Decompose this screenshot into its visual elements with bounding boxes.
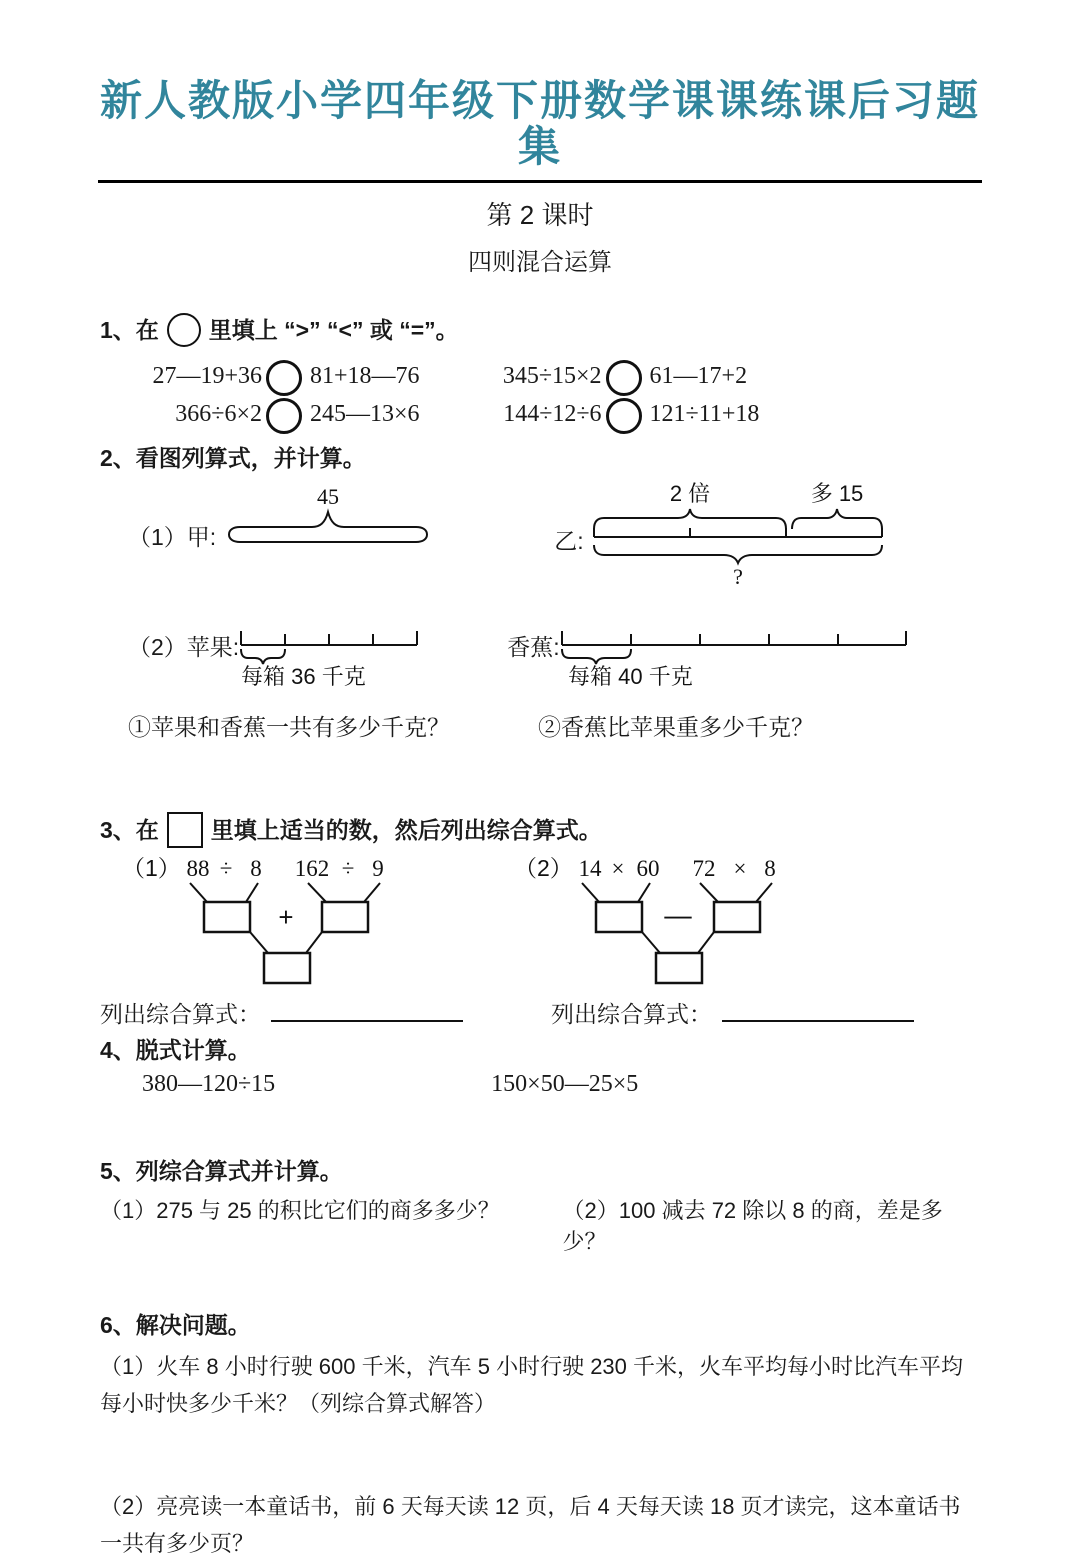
q1-column-2: [482, 357, 760, 433]
result-box: [656, 953, 702, 983]
connector-line: [308, 883, 326, 902]
word-problem-1: （1）火车 8 小时行驶 600 千米，汽车 5 小时行驶 230 千米，火车平均每小时比汽车平均每小时快多少千米？（列综合算式解答）: [100, 1354, 964, 1417]
part-number: （1）: [122, 855, 181, 882]
title-divider: [98, 180, 982, 183]
comparison-row: [482, 395, 760, 433]
q1-number: 1、: [100, 317, 136, 344]
compare-circle-icon: [266, 398, 302, 434]
answer-line-1: [100, 996, 463, 1029]
banana-line-diagram: [560, 629, 908, 690]
operand-a: 14: [578, 856, 602, 882]
expression-right: 245—13×6: [310, 401, 420, 428]
q2-sub-questions: [100, 709, 980, 742]
q5-sub-questions: [100, 1194, 980, 1256]
sub-question-1: ①苹果和香蕉一共有多少千克？: [128, 714, 450, 741]
q3-tree-diagrams: [100, 855, 980, 988]
question-3-heading: [100, 812, 980, 852]
comparison-row: [142, 395, 420, 433]
expression: 150×50—25×5: [491, 1071, 639, 1098]
q3-number: 3、: [100, 817, 136, 844]
tree-diagram-1: [122, 855, 392, 988]
question-6-heading: 6、解决问题。: [100, 1312, 251, 1339]
answer-blank: [722, 1000, 914, 1022]
question-4-heading: 4、脱式计算。: [100, 1037, 251, 1064]
expression: 380—120÷15: [142, 1071, 276, 1098]
total-question-mark: ?: [732, 564, 743, 590]
question-5-heading: 5、列综合算式并计算。: [100, 1158, 343, 1185]
q3-post-text: 里填上适当的数，然后列出综合算式。: [210, 817, 602, 844]
sub-question-2: （2）100 减去 72 除以 8 的商，差是多少？: [562, 1198, 943, 1255]
circle-placeholder-icon: [167, 313, 201, 347]
operator-2: ÷: [341, 856, 355, 882]
connector-line: [756, 883, 772, 902]
answer-box: [204, 902, 250, 932]
banana-per-box-label: 每箱 40 千克: [567, 664, 693, 690]
operand-d: 9: [372, 856, 384, 882]
compare-circle-icon: [606, 398, 642, 434]
banana-label: 香蕉:: [507, 634, 560, 661]
connector-line: [250, 932, 268, 953]
answer-label: 列出综合算式：: [100, 1001, 261, 1028]
expression-right: 61—17+2: [649, 363, 748, 390]
connector-line: [306, 932, 322, 953]
q1-post-text: 里填上 “>” “<” 或 “=”。: [208, 317, 459, 344]
expression-left: 345÷15×2: [502, 363, 602, 390]
question-1: [100, 313, 980, 433]
question-6: [100, 1308, 980, 1562]
yi-label: 乙:: [554, 528, 584, 555]
q1-column-1: [142, 357, 420, 433]
operand-b: 60: [636, 856, 660, 882]
session-title: 第 2 课时: [486, 200, 594, 231]
times-label: 2 倍: [669, 481, 710, 507]
compare-circle-icon: [266, 360, 302, 396]
expression-right: 121÷11+18: [649, 401, 760, 428]
jia-brace-bar: [229, 512, 427, 542]
more-label: 多 15: [810, 481, 863, 507]
connector-line: [700, 883, 718, 902]
jia-total-label: 45: [317, 484, 340, 510]
connector-line: [246, 883, 258, 902]
q2-part2-row: [100, 625, 980, 691]
operand-a: 88: [186, 856, 210, 882]
yi-line-diagram: [588, 481, 888, 590]
expression-left: 144÷12÷6: [503, 401, 602, 428]
operator-1: ÷: [219, 856, 233, 882]
word-problem-2: （2）亮亮读一本童话书，前 6 天每天读 12 页，后 4 天每天读 18 页才读完，这本童话书一共有多少页？: [100, 1494, 961, 1557]
expression-left: 366÷6×2: [175, 401, 262, 428]
jia-bar-diagram: [224, 484, 434, 549]
part-number: （2）: [514, 855, 573, 882]
expression-left: 27—19+36: [152, 363, 262, 390]
page-header: [100, 78, 980, 277]
question-5: [100, 1154, 980, 1256]
q2-part1-row: [100, 479, 980, 599]
q3-answer-lines: [100, 996, 980, 1029]
q1-comparison-grid: [100, 357, 980, 433]
answer-line-2: [551, 996, 914, 1029]
comparison-row: [482, 357, 760, 395]
apple-label: （2）苹果:: [128, 634, 240, 661]
question-1-heading: [100, 313, 980, 351]
question-2-heading: 2、看图列算式，并计算。: [100, 445, 366, 472]
middle-operator: —: [664, 900, 692, 931]
question-4: [100, 1033, 980, 1098]
connector-line: [642, 932, 660, 953]
connector-line: [582, 883, 599, 902]
question-2: [100, 441, 980, 742]
over-brace-right: [792, 509, 882, 529]
comparison-row: [142, 357, 420, 395]
answer-blank: [271, 1000, 463, 1022]
over-brace-left: [594, 509, 786, 529]
operand-b: 8: [250, 856, 262, 882]
connector-line: [190, 883, 207, 902]
q3-pre-text: 在: [135, 817, 159, 844]
question-3: [100, 812, 980, 1029]
answer-label: 列出综合算式：: [551, 1001, 712, 1028]
sub-question-1: （1）275 与 25 的积比它们的商多多少？: [100, 1198, 500, 1224]
jia-label: （1）甲:: [128, 524, 217, 551]
under-brace-total: [594, 545, 882, 563]
connector-line: [638, 883, 650, 902]
operator-1: ×: [611, 856, 625, 882]
result-box: [264, 953, 310, 983]
page-title: 新人教版小学四年级下册数学课课练课后习题集: [100, 77, 981, 171]
apple-line-diagram: [239, 629, 421, 690]
apple-per-box-label: 每箱 36 千克: [241, 664, 366, 690]
operand-c: 162: [294, 856, 330, 882]
middle-operator: +: [278, 902, 294, 933]
answer-box: [596, 902, 642, 932]
under-brace-box: [562, 649, 631, 664]
sub-question-2: ②香蕉比苹果重多少千克？: [538, 714, 814, 741]
answer-box: [322, 902, 368, 932]
operator-2: ×: [733, 856, 747, 882]
answer-box: [714, 902, 760, 932]
q1-pre-text: 在: [135, 317, 159, 344]
connector-line: [698, 932, 714, 953]
operand-d: 8: [764, 856, 776, 882]
expression-right: 81+18—76: [310, 363, 420, 390]
compare-circle-icon: [606, 360, 642, 396]
connector-line: [364, 883, 380, 902]
box-placeholder-icon: [167, 812, 203, 848]
under-brace-box: [241, 649, 285, 664]
tree-diagram-2: [514, 855, 784, 988]
topic-title: 四则混合运算: [468, 249, 612, 277]
q4-expressions: [100, 1071, 980, 1098]
operand-c: 72: [692, 856, 716, 882]
